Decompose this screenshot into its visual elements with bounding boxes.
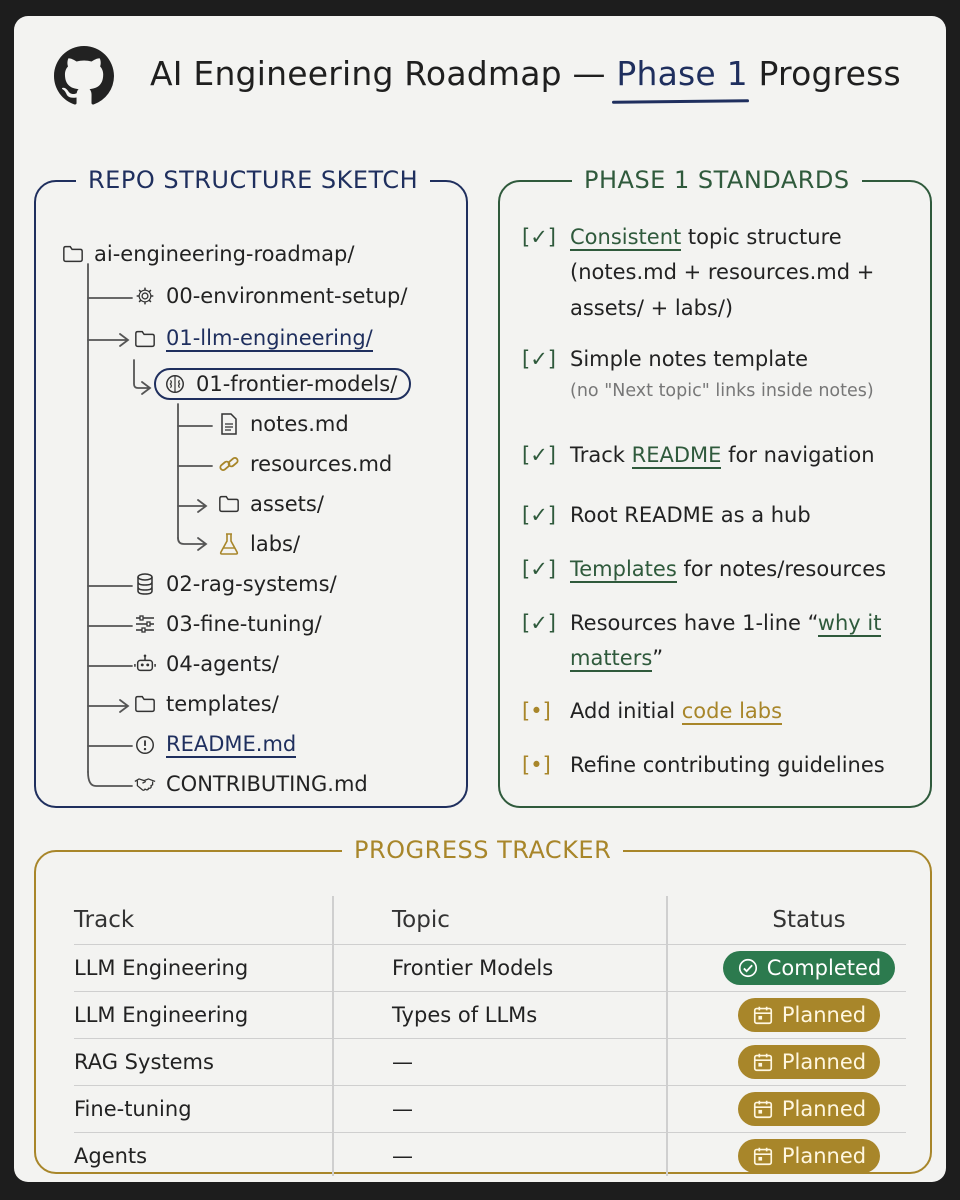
page-title: AI Engineering Roadmap — Phase 1 Progress: [150, 54, 901, 93]
tree-item-agents[interactable]: [134, 652, 279, 676]
tree-item-assets[interactable]: [218, 492, 324, 516]
database-icon: [134, 573, 156, 595]
standard-notes-template-note: (no "Next topic" links inside notes): [570, 381, 874, 402]
tree-item-resources-label: resources.md: [250, 452, 393, 476]
header-topic: Topic: [392, 907, 450, 933]
status-badge: [738, 1139, 880, 1173]
standard-root-readme-text: Root README as a hub: [570, 503, 811, 527]
tree-item-fine[interactable]: [134, 612, 322, 636]
status-badge-label: Completed: [766, 956, 882, 980]
standard-code-labs: [•] Add initial code labs: [522, 694, 914, 729]
tree-item-agents-label: 04-agents/: [166, 652, 279, 676]
progress-panel-title: PROGRESS TRACKER: [342, 836, 623, 864]
folder-icon: [134, 328, 156, 350]
standard-notes-template: [522, 342, 914, 405]
cell-topic: —: [392, 1144, 413, 1168]
tree-item-env-label: 00-environment-setup/: [166, 284, 408, 308]
header-status: Status: [772, 907, 846, 933]
table-header: [74, 896, 906, 944]
tree-item-resources[interactable]: [218, 452, 392, 476]
status-badge-label: Planned: [781, 1144, 867, 1168]
standard-notes-template-text: Simple notes template: [570, 347, 809, 371]
robot-icon: [134, 653, 156, 675]
standard-root-readme: [522, 498, 914, 533]
status-badge: [723, 951, 896, 985]
standard-contributing-text: Refine contributing guidelines: [570, 753, 885, 777]
standards-panel: [498, 166, 932, 808]
folder-icon: [134, 693, 156, 715]
status-badge-label: Planned: [781, 1097, 867, 1121]
table-row: [74, 1085, 906, 1132]
tree-item-rag-label: 02-rag-systems/: [166, 572, 337, 596]
status-badge-label: Planned: [781, 1050, 867, 1074]
progress-tracker-panel: [34, 836, 932, 1174]
standard-consistent-structure: [522, 220, 914, 326]
root-folder-label: ai-engineering-roadmap/: [94, 242, 355, 266]
tree-item-labs-label: labs/: [250, 532, 301, 556]
tree-item-frontier-label: 01-frontier-models/: [196, 372, 398, 396]
standard-consistent-text: topic structure (notes.md + resources.md + assets/ + labs/): [570, 225, 875, 320]
standard-why-keyword: why it matters: [570, 611, 882, 671]
standard-contributing-guidelines: [522, 748, 914, 783]
done-check-mark: [✓]: [522, 557, 556, 581]
tree-item-env[interactable]: [134, 284, 407, 308]
standard-templates-keyword: Templates: [570, 557, 677, 581]
folder-icon: [218, 493, 240, 515]
root-folder[interactable]: [62, 242, 354, 266]
calendar-icon: [752, 1051, 774, 1073]
cell-topic: —: [392, 1050, 413, 1074]
table-row: [74, 1038, 906, 1085]
github-icon: [54, 46, 114, 106]
table-row: [74, 1132, 906, 1179]
tree-item-templates-label: templates/: [166, 692, 279, 716]
cell-topic: Frontier Models: [392, 956, 554, 980]
tree-item-notes[interactable]: [218, 412, 349, 436]
brain-icon: [164, 373, 186, 395]
standards-panel-title: PHASE 1 STANDARDS: [572, 166, 862, 194]
cell-track: Agents: [74, 1144, 148, 1168]
info-icon: [134, 734, 156, 756]
tree-item-llm[interactable]: [134, 326, 373, 352]
done-check-mark: [✓]: [522, 347, 556, 371]
gear-icon: [134, 285, 156, 307]
file-icon: [218, 413, 240, 435]
cell-track: LLM Engineering: [74, 1003, 249, 1027]
done-check-mark: [✓]: [522, 611, 556, 635]
handshake-icon: [134, 773, 156, 795]
calendar-icon: [752, 1004, 774, 1026]
todo-mark: [•]: [522, 699, 551, 723]
status-badge: [738, 1092, 880, 1126]
link-icon: [218, 453, 240, 475]
tree-item-frontier[interactable]: [154, 368, 411, 400]
progress-table: [74, 896, 906, 1179]
status-badge-label: Planned: [781, 1003, 867, 1027]
flask-icon: [218, 533, 240, 555]
check-circle-icon: [737, 957, 759, 979]
table-row: [74, 991, 906, 1038]
repo-panel-title: REPO STRUCTURE SKETCH: [76, 166, 430, 194]
done-check-mark: [✓]: [522, 225, 556, 249]
calendar-icon: [752, 1098, 774, 1120]
tree-item-assets-label: assets/: [250, 492, 324, 516]
standard-track-readme: [✓] Track README for navigation: [522, 438, 914, 473]
header-track: Track: [74, 907, 135, 933]
table-row: [74, 944, 906, 991]
tree-item-readme[interactable]: [134, 732, 296, 758]
calendar-icon: [752, 1145, 774, 1167]
standard-templates: [✓] Templates for notes/resources: [522, 552, 914, 587]
done-check-mark: [✓]: [522, 443, 556, 467]
tree-item-contributing-label: CONTRIBUTING.md: [166, 772, 368, 796]
repo-structure-panel: [34, 166, 468, 808]
roadmap-card: [14, 16, 946, 1182]
cell-track: Fine-tuning: [74, 1097, 192, 1121]
tree-item-fine-label: 03-fine-tuning/: [166, 612, 322, 636]
tree-item-contributing[interactable]: [134, 772, 368, 796]
tree-item-notes-label: notes.md: [250, 412, 349, 436]
done-check-mark: [✓]: [522, 503, 556, 527]
tree-item-labs[interactable]: [218, 532, 300, 556]
standard-why-it-matters: [✓] Resources have 1-line “why it matters”: [522, 606, 914, 677]
todo-mark: [•]: [522, 753, 551, 777]
cell-track: LLM Engineering: [74, 956, 249, 980]
tree-item-llm-label: 01-llm-engineering/: [166, 326, 373, 352]
folder-icon: [62, 243, 84, 265]
cell-topic: Types of LLMs: [392, 1003, 538, 1027]
standard-consistent-keyword: Consistent: [570, 225, 682, 249]
phase-highlight: Phase 1: [616, 54, 748, 93]
status-badge: [738, 1045, 880, 1079]
cell-track: RAG Systems: [74, 1050, 214, 1074]
header: [54, 44, 934, 108]
standard-readme-keyword: README: [631, 443, 722, 467]
cell-topic: —: [392, 1097, 413, 1121]
tree-item-rag[interactable]: [134, 572, 337, 596]
sliders-icon: [134, 613, 156, 635]
status-badge: [738, 998, 880, 1032]
tree-item-readme-label: README.md: [166, 732, 296, 758]
standard-code-labs-keyword: code labs: [681, 699, 783, 723]
tree-item-templates[interactable]: [134, 692, 279, 716]
